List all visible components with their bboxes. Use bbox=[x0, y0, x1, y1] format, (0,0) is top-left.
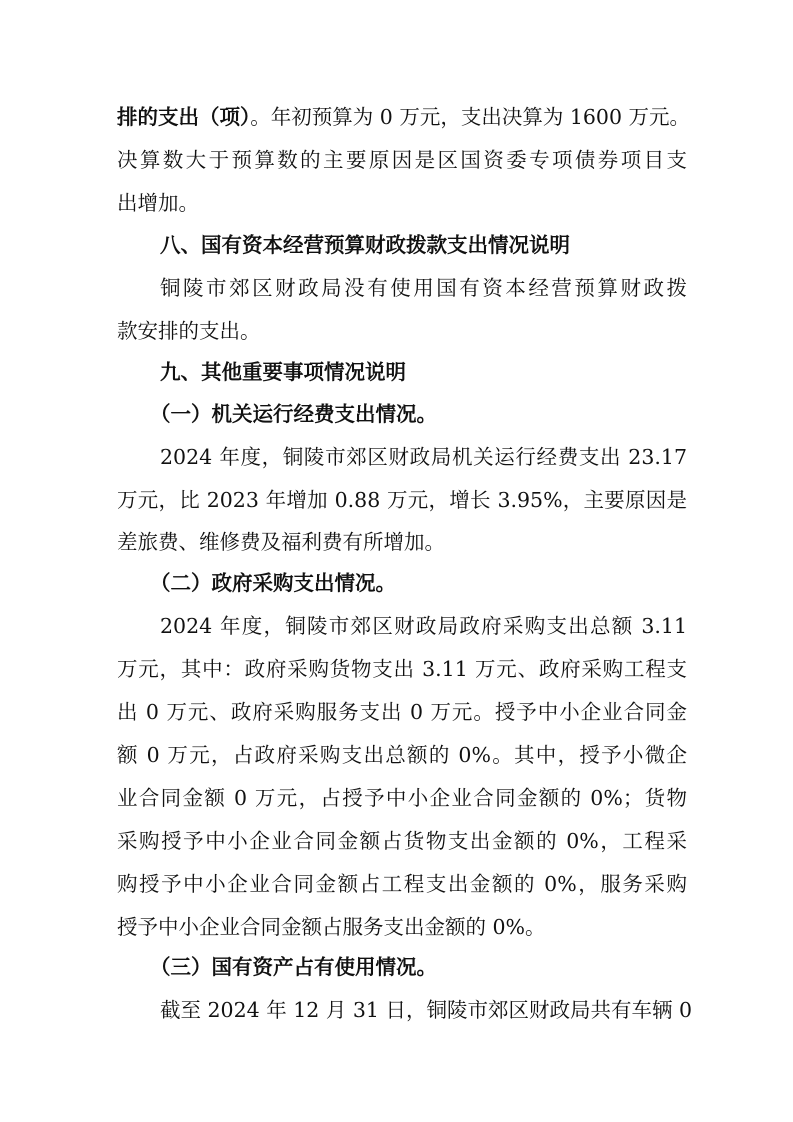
paragraph-line: 2024 年度，铜陵市郊区财政局政府采购支出总额 3.11 bbox=[160, 614, 687, 638]
paragraph-line: 万元，其中：政府采购货物支出 3.11 万元、政府采购工程支 bbox=[117, 657, 687, 681]
paragraph-line bbox=[117, 102, 691, 132]
bold-phrase: 排的支出（项） bbox=[117, 105, 251, 129]
paragraph-line: 万元，比 2023 年增加 0.88 万元，增长 3.95%，主要原因是 bbox=[117, 488, 687, 512]
subsection-heading-3: （三）国有资产占有使用情况。 bbox=[150, 955, 437, 979]
paragraph-line: 决算数大于预算数的主要原因是区国资委专项债券项目支 bbox=[117, 148, 687, 172]
paragraph-line: 授予中小企业合同金额占服务支出金额的 0%。 bbox=[117, 915, 546, 939]
paragraph-line: 2024 年度，铜陵市郊区财政局机关运行经费支出 23.17 bbox=[160, 445, 687, 469]
section-heading-8: 八、国有资本经营预算财政拨款支出情况说明 bbox=[160, 233, 570, 257]
subsection-heading-1: （一）机关运行经费支出情况。 bbox=[150, 402, 437, 426]
paragraph-line: 采购授予中小企业合同金额占货物支出金额的 0%，工程采 bbox=[117, 829, 687, 853]
section-heading-9: 九、其他重要事项情况说明 bbox=[160, 360, 406, 384]
paragraph-line: 截至 2024 年 12 月 31 日，铜陵市郊区财政局共有车辆 0 bbox=[160, 998, 692, 1022]
paragraph-line: 购授予中小企业合同金额占工程支出金额的 0%，服务采购 bbox=[117, 872, 687, 896]
paragraph-line: 出增加。 bbox=[117, 191, 199, 215]
paragraph-line: 出 0 万元、政府采购服务支出 0 万元。授予中小企业合同金 bbox=[117, 700, 687, 724]
paragraph-line: 差旅费、维修费及福利费有所增加。 bbox=[117, 530, 445, 554]
paragraph-line: 铜陵市郊区财政局没有使用国有资本经营预算财政拨 bbox=[160, 276, 687, 300]
paragraph-line: 款安排的支出。 bbox=[117, 319, 261, 343]
paragraph-line: 业合同金额 0 万元，占授予中小企业合同金额的 0%；货物 bbox=[117, 786, 687, 810]
line-text: 。年初预算为 0 万元，支出决算为 1600 万元。 bbox=[250, 105, 691, 129]
subsection-heading-2: （二）政府采购支出情况。 bbox=[150, 571, 396, 595]
paragraph-line: 额 0 万元，占政府采购支出总额的 0%。其中，授予小微企 bbox=[117, 743, 687, 767]
